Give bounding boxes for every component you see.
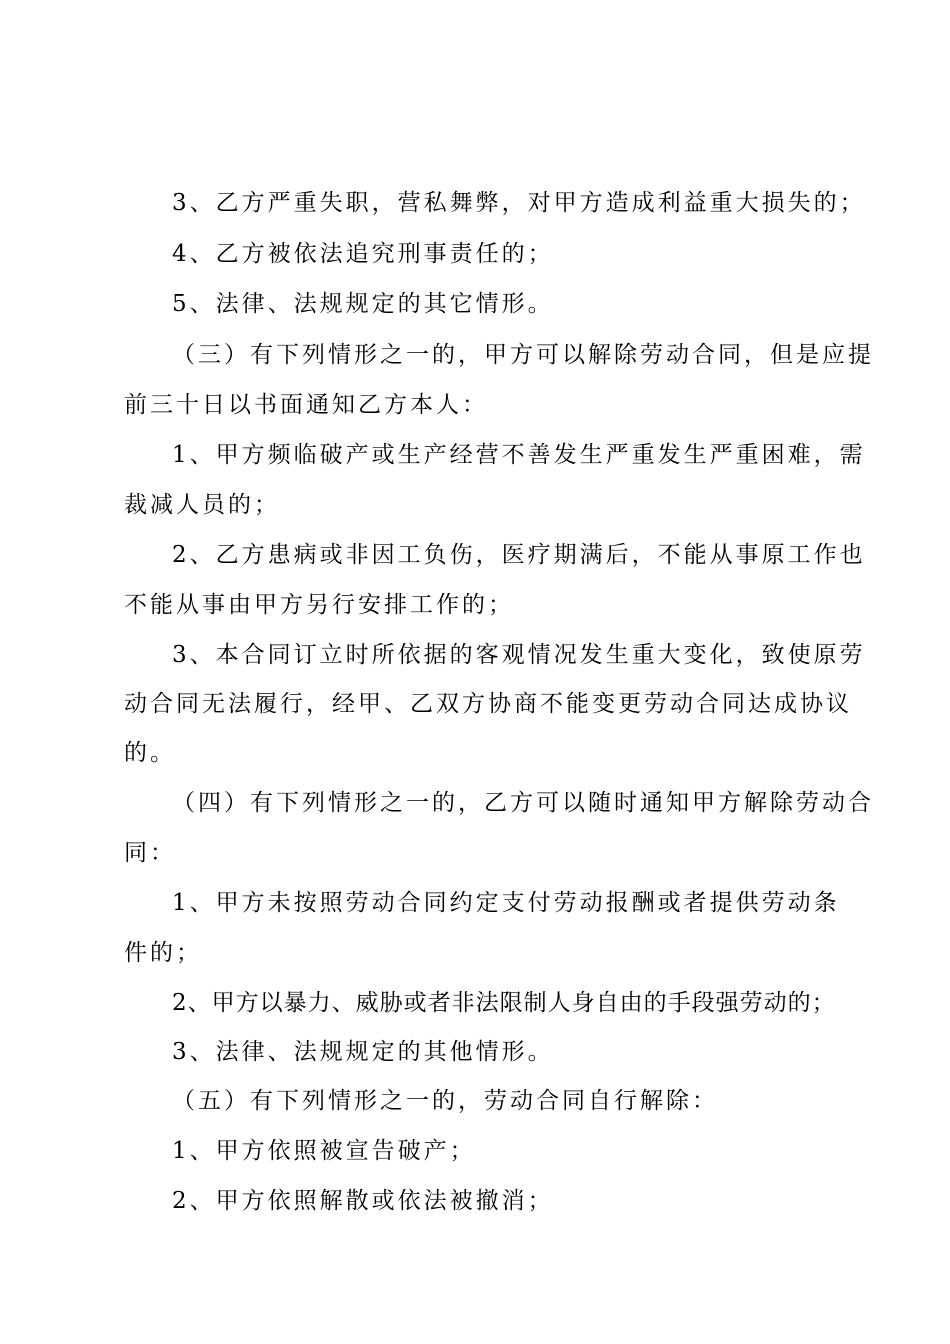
text-line: 2、乙方患病或非因工负伤，医疗期满后，不能从事原工作也 xyxy=(172,542,866,568)
text-line: 不能从事由甲方另行安排工作的； xyxy=(124,592,514,618)
text-line: 件的； xyxy=(124,940,202,966)
text-line: 的。 xyxy=(124,740,176,766)
text-line: 2、甲方以暴力、威胁或者非法限制人身自由的手段强劳动的； xyxy=(172,990,836,1016)
text-line: 1、甲方未按照劳动合同约定支付劳动报酬或者提供劳动条 xyxy=(172,890,840,916)
text-line: 1、甲方依照被宣告破产； xyxy=(172,1138,476,1164)
text-line: 前三十日以书面通知乙方本人： xyxy=(124,392,488,418)
text-line: 同： xyxy=(124,840,176,866)
text-line: 3、本合同订立时所依据的客观情况发生重大变化，致使原劳 xyxy=(172,642,866,668)
text-line: 1、甲方频临破产或生产经营不善发生严重发生严重困难，需 xyxy=(172,442,866,468)
text-line: （五）有下列情形之一的，劳动合同自行解除： xyxy=(172,1088,718,1114)
text-line: 4、乙方被依法追究刑事责任的； xyxy=(172,241,554,267)
text-line: 3、乙方严重失职，营私舞弊，对甲方造成利益重大损失的； xyxy=(172,190,866,216)
text-line: 5、法律、法规规定的其它情形。 xyxy=(172,291,554,317)
text-line: 动合同无法履行，经甲、乙双方协商不能变更劳动合同达成协议 xyxy=(124,691,852,717)
text-line: 3、法律、法规规定的其他情形。 xyxy=(172,1039,554,1065)
text-line: （三）有下列情形之一的，甲方可以解除劳动合同，但是应提 xyxy=(172,342,874,368)
text-line: 2、甲方依照解散或依法被撤消； xyxy=(172,1188,554,1214)
text-line: 裁减人员的； xyxy=(124,492,280,518)
text-line: （四）有下列情形之一的，乙方可以随时通知甲方解除劳动合 xyxy=(172,790,874,816)
